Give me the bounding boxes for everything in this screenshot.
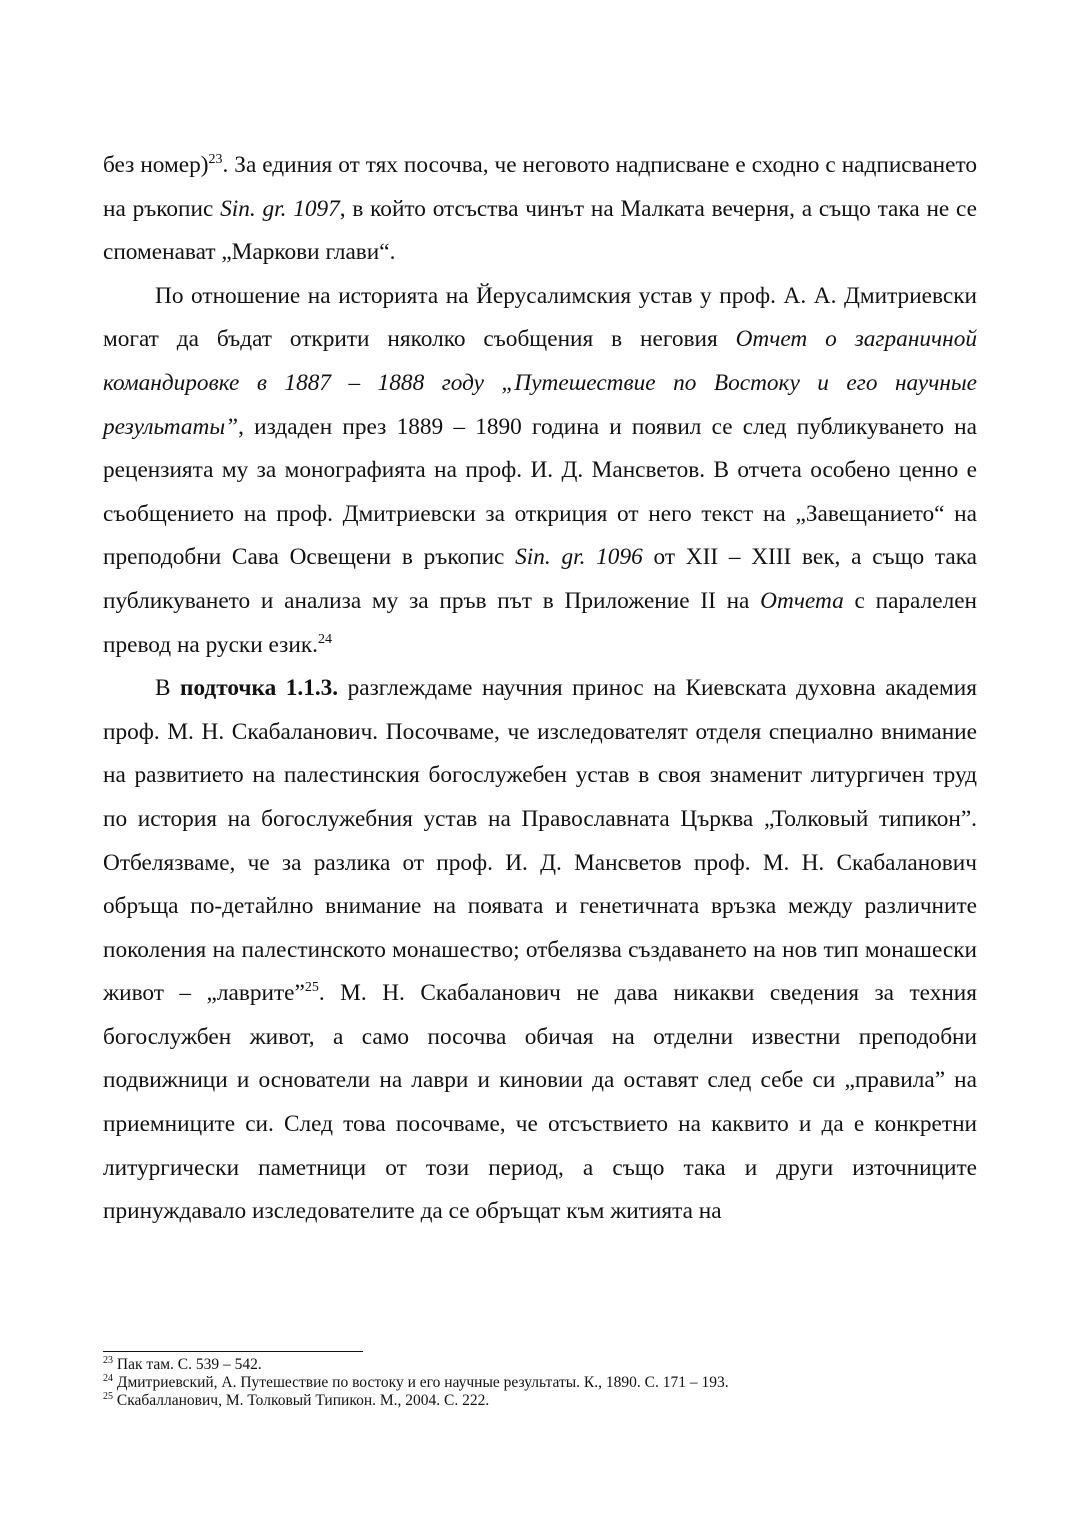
italic-text: Sin. gr. 1097 bbox=[220, 195, 340, 222]
footnote-number: 24 bbox=[103, 1372, 113, 1384]
paragraph-3 bbox=[103, 667, 977, 1234]
italic-text: Отчета bbox=[760, 587, 844, 614]
paragraph-1 bbox=[103, 144, 977, 275]
text-run: от XII – XIII век, а също така публикуването и анализа му за пръв път в Приложение II на bbox=[103, 544, 978, 614]
footnote-ref: 24 bbox=[317, 631, 332, 647]
footnote-number: 23 bbox=[103, 1354, 113, 1366]
text-run: По отношение на историята на Йерусалимския устав у проф. А. А. Дмитриевски могат да бъдат открити няколко съобщения в неговия bbox=[103, 282, 977, 353]
text-run: с паралелен превод на руски език. bbox=[103, 587, 977, 658]
paragraph-2 bbox=[103, 275, 977, 667]
footnotes bbox=[103, 1351, 977, 1410]
text-run: без номер) bbox=[103, 152, 209, 178]
footnote-ref: 25 bbox=[304, 980, 319, 996]
italic-text: Отчет о заграничной командировке в 1887 – 1888 году „Путешествие по Востоку и его научные результаты” bbox=[103, 326, 977, 440]
footnote-24 bbox=[103, 1374, 977, 1392]
document-body bbox=[103, 144, 977, 1234]
footnote-ref: 23 bbox=[208, 152, 223, 168]
footnote-text: Пак там. С. 539 – 542. bbox=[116, 1356, 262, 1373]
footnote-text: Скабалланович, М. Толковый Типикон. М., 2004. С. 222. bbox=[116, 1392, 490, 1409]
text-run: В bbox=[155, 675, 181, 702]
text-run: . За единия от тях посочва, че неговото надписване е сходно с надписването на ръкопис bbox=[103, 152, 977, 222]
text-run: разглеждаме научния принос на Киевската духовна академия проф. М. Н. Скабаланович. Посочваме, че изследователят отделя специално внимание на развитието на палестинския богослужебен устав в своя знаменит литургичен труд по история на богослужебния устав на Православната Църква „Толковый типикон”. Отбелязваме, че за разлика от проф. И. Д. Мансветов проф. М. Н. Скабаланович обръща по-детайлно внимание на появата и генетичната връзка между различните поколения на палестинското монашество; отбелязва създаването на нов тип монашески живот – „лаврите” bbox=[103, 675, 977, 1007]
italic-text: Sin. gr. 1096 bbox=[515, 544, 643, 571]
footnote-text: Дмитриевский, А. Путешествие по востоку и его научные результаты. К., 1890. С. 171 – 193. bbox=[116, 1374, 729, 1391]
text-run: , издаден през 1889 – 1890 година и появил се след публикуването на рецензията му за монографията на проф. И. Д. Мансветов. В отчета особено ценно е съобщението на проф. Дмитриевски за откриция от него текст на „Завещанието“ на преподобни Сава Освещени в ръкопис bbox=[103, 413, 977, 571]
footnote-23 bbox=[103, 1356, 977, 1374]
text-run: , в който отсъства чинът на Малката вечерня, а също така не се споменават „Маркови глави“. bbox=[103, 195, 977, 266]
bold-text: подточка 1.1.3. bbox=[180, 675, 339, 702]
footnote-separator bbox=[103, 1351, 363, 1352]
footnote-number: 25 bbox=[103, 1390, 113, 1402]
text-run: . М. Н. Скабаланович не дава никакви сведения за техния богослужбен живот, а само посочва обичая на отделни известни преподобни подвижници и основатели на лаври и киновии да оставят след себе си „правила” на приемниците си. След това посочваме, че отсъствието на каквито и да е конкретни литургически паметници от този период, а също така и други източниците принуждавало изследователите да се обръщат към житията на bbox=[103, 980, 977, 1225]
footnote-25 bbox=[103, 1392, 977, 1410]
